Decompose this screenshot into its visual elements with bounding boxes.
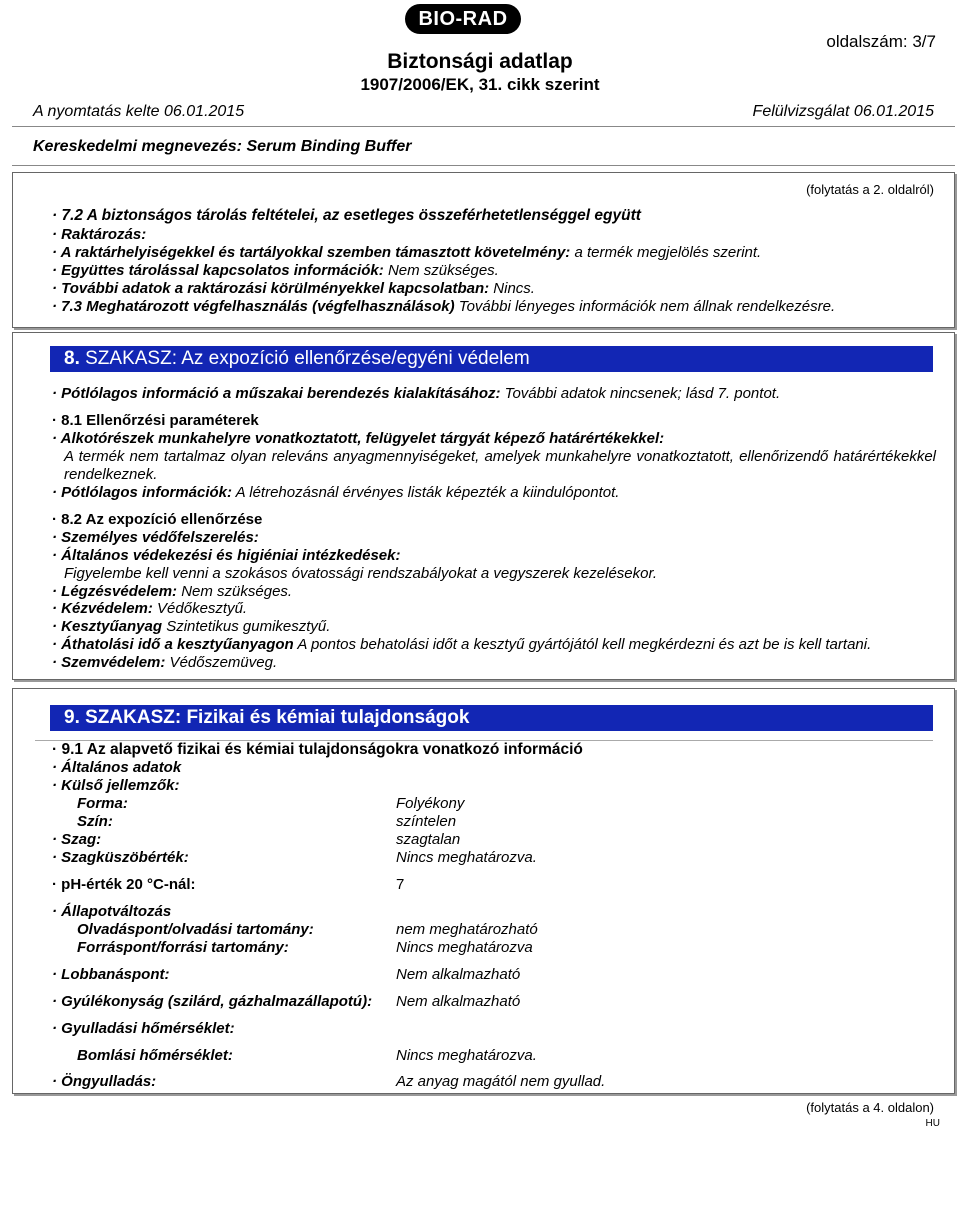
joint-storage	[52, 262, 499, 280]
hygiene-text: Figyelembe kell venni a szokásos óvatossági rendszabályokat a vegyszerek kezelésekor.	[64, 565, 658, 582]
bio-rad-logo: BIO-RAD	[405, 4, 521, 34]
storage-conditions-value: Nincs.	[489, 280, 535, 297]
eye-protection-label: · Szemvédelem:	[52, 654, 166, 671]
trade-divider	[12, 165, 955, 166]
specific-end-use-value: További lényeges információk nem állnak rendelkezésre.	[454, 298, 836, 315]
auto-ignition-label: · Öngyulladás:	[52, 1073, 157, 1090]
technical-info-value: További adatok nincsenek; lásd 7. pontot.	[500, 385, 781, 402]
respiratory-protection	[52, 583, 292, 601]
specific-end-use-label: · 7.3 Meghatározott végfelhasználás (végfelhasználások)	[52, 298, 455, 315]
form-value: Folyékony	[396, 795, 465, 812]
ph-value: 7	[396, 876, 405, 893]
form-label: Forma:	[77, 795, 128, 812]
specific-end-use	[52, 298, 835, 316]
ignition-temperature-label: · Gyulladási hőmérséklet:	[52, 1020, 235, 1037]
melting-point-value: nem meghatározható	[396, 921, 538, 938]
joint-storage-value: Nem szükséges.	[383, 262, 499, 279]
general-data-label: · Általános adatok	[52, 759, 182, 776]
melting-point-label: Olvadáspont/olvadási tartomány:	[77, 921, 314, 938]
trade-name: Kereskedelmi megnevezés: Serum Binding Buffer	[33, 138, 412, 155]
header-divider	[12, 126, 955, 127]
flash-point-label: · Lobbanáspont:	[52, 966, 170, 983]
decomposition-temperature-value: Nincs meghatározva.	[396, 1047, 537, 1064]
respiratory-protection-value: Nem szükséges.	[177, 583, 293, 600]
eye-protection-value: Védőszemüveg.	[165, 654, 278, 671]
penetration-time-label: · Áthatolási idő a kesztyűanyagon	[52, 636, 294, 653]
odour-threshold-value: Nincs meghatározva.	[396, 849, 537, 866]
section-8-title: SZAKASZ: Az expozíció ellenőrzése/egyéni védelem	[79, 348, 530, 369]
glove-material-label: · Kesztyűanyag	[52, 618, 163, 635]
section-9-title: 9. SZAKASZ: Fizikai és kémiai tulajdonságok	[64, 707, 470, 728]
joint-storage-label: · Együttes tárolással kapcsolatos információk:	[52, 262, 384, 279]
section-8-heading	[50, 346, 933, 372]
flammability-value: Nem alkalmazható	[396, 993, 521, 1010]
respiratory-protection-label: · Légzésvédelem:	[52, 583, 178, 600]
additional-info-label: · Pótlólagos információk:	[52, 484, 233, 501]
technical-info	[52, 385, 780, 403]
color-label: Szín:	[77, 813, 113, 830]
limit-values-text: A termék nem tartalmaz olyan releváns anyagmennyiségeket, amelyek munkahelyre vonatkoztatott, ellenőrizendő határértékekkel rendelkeznek.	[64, 448, 936, 483]
penetration-time-value: A pontos behatolási időt a kesztyű gyártójától kell megkérdezni és azt be is kell tartani.	[293, 636, 872, 653]
odour-threshold-label: · Szagküszöbérték:	[52, 849, 189, 866]
ph-label: · pH-érték 20 °C-nál:	[52, 876, 196, 893]
decomposition-temperature-label: Bomlási hőmérséklet:	[77, 1047, 233, 1064]
hand-protection-value: Védőkesztyű.	[152, 600, 248, 617]
storage-label: · Raktározás:	[52, 226, 147, 243]
revision-date: Felülvizsgálat 06.01.2015	[752, 103, 934, 120]
continued-on: (folytatás a 4. oldalon)	[806, 1100, 934, 1115]
section-8-number: 8.	[64, 348, 80, 369]
odour-value: szagtalan	[396, 831, 461, 848]
penetration-time	[52, 636, 871, 654]
section-9-heading	[50, 705, 933, 731]
glove-material-value: Szintetikus gumikesztyű.	[162, 618, 331, 635]
language-code: HU	[925, 1118, 940, 1129]
color-value: színtelen	[396, 813, 457, 830]
limit-values-label: · Alkotórészek munkahelyre vonatkoztatott, felügyelet tárgyát képező határértékekkel:	[52, 430, 665, 447]
section-7-2-heading: · 7.2 A biztonságos tárolás feltételei, az esetleges összeférhetetlenséggel együtt	[52, 207, 641, 224]
additional-info-value: A létrehozásnál érvényes listák képezték a kiindulópontot.	[232, 484, 620, 501]
storage-requirement-value: a termék megjelölés szerint.	[570, 244, 762, 261]
additional-info	[52, 484, 619, 502]
state-change-label: · Állapotváltozás	[52, 903, 172, 920]
continued-from: (folytatás a 2. oldalról)	[806, 182, 934, 197]
glove-material	[52, 618, 330, 636]
document-subtitle: 1907/2006/EK, 31. cikk szerint	[360, 75, 600, 94]
flammability-label: · Gyúlékonyság (szilárd, gázhalmazállapotú):	[52, 993, 373, 1010]
boiling-point-value: Nincs meghatározva	[396, 939, 533, 956]
technical-info-label: · Pótlólagos információ a műszakai berendezés kialakításához:	[52, 385, 501, 402]
print-date: A nyomtatás kelte 06.01.2015	[33, 103, 245, 120]
storage-requirement-label: · A raktárhelyiségekkel és tartályokkal szemben támasztott követelmény:	[52, 244, 571, 261]
hand-protection	[52, 600, 247, 618]
storage-conditions	[52, 280, 535, 298]
control-parameters-heading: · 8.1 Ellenőrzési paraméterek	[52, 412, 259, 429]
document-title: Biztonsági adatlap	[387, 50, 573, 73]
storage-requirement	[52, 244, 761, 262]
eye-protection	[52, 654, 277, 672]
odour-label: · Szag:	[52, 831, 102, 848]
ppe-label: · Személyes védőfelszerelés:	[52, 529, 259, 546]
boiling-point-label: Forráspont/forrási tartomány:	[77, 939, 289, 956]
hygiene-label: · Általános védekezési és higiéniai intézkedések:	[52, 547, 401, 564]
page-number: oldalszám: 3/7	[826, 32, 936, 51]
exposure-controls-heading: · 8.2 Az expozíció ellenőrzése	[52, 511, 263, 528]
basic-properties-heading: · 9.1 Az alapvető fizikai és kémiai tulajdonságokra vonatkozó információ	[52, 741, 583, 758]
appearance-label: · Külső jellemzők:	[52, 777, 180, 794]
storage-conditions-label: · További adatok a raktározási körülményekkel kapcsolatban:	[52, 280, 490, 297]
hand-protection-label: · Kézvédelem:	[52, 600, 153, 617]
auto-ignition-value: Az anyag magától nem gyullad.	[396, 1073, 606, 1090]
flash-point-value: Nem alkalmazható	[396, 966, 521, 983]
